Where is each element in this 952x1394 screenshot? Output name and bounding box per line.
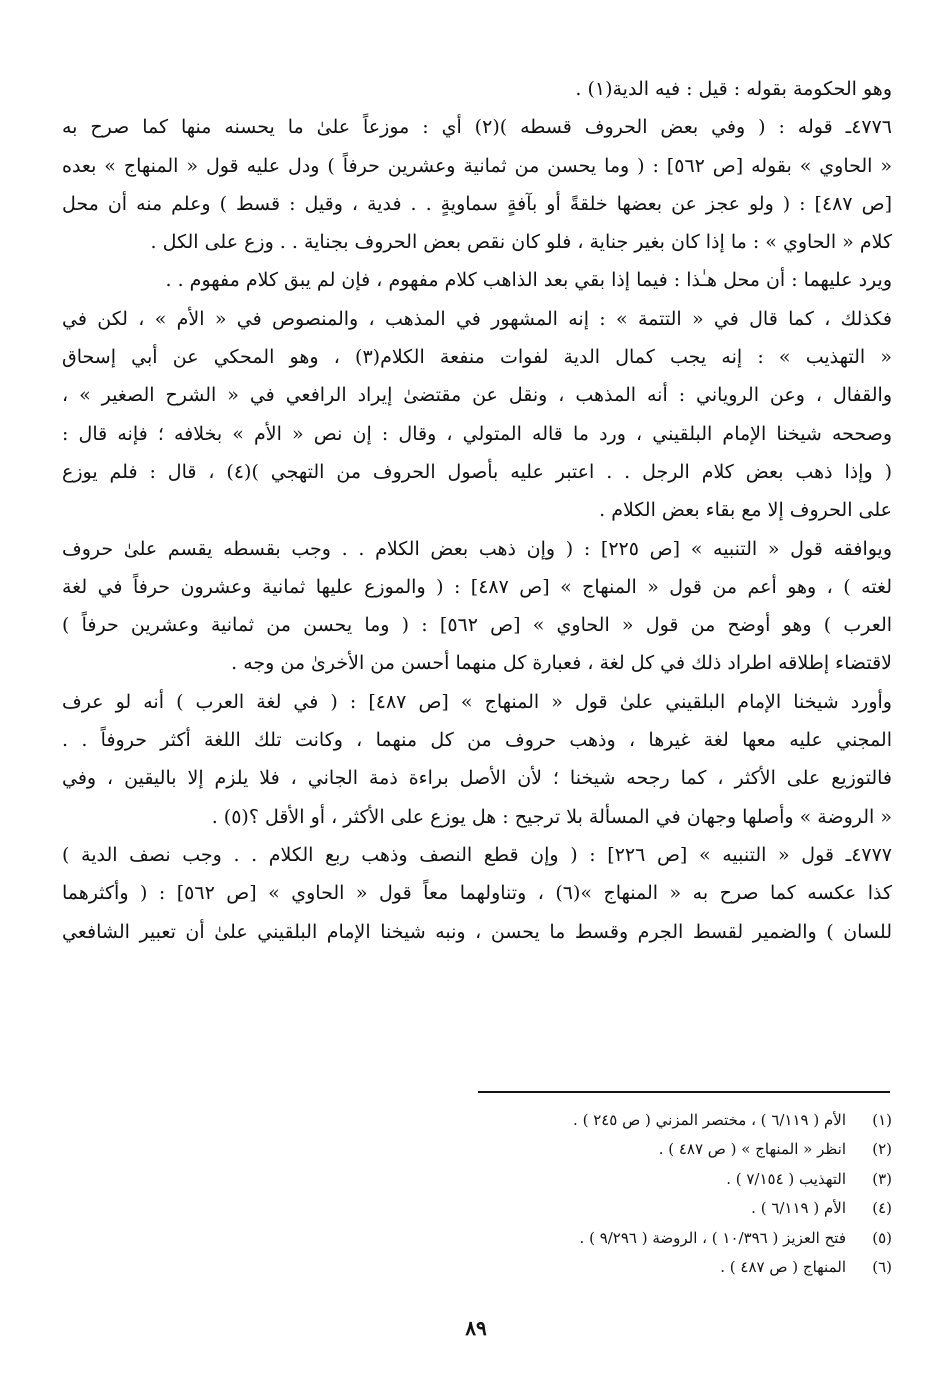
text-line: [ص ٤٨٧] : ( ولو عجز عن بعضها خلقةً أو بآفةٍ سماويةٍ . . فدية ، وقيل : قسط ) وعلم منه أن محل: [62, 192, 892, 215]
text-line: ويرد عليهما : أن محل هـٰذا : فيما إذا بقي بعد الذاهب كلام مفهوم ، فإن لم يبق كلام مفهوم . .: [165, 269, 892, 292]
footnote: [300, 1135, 892, 1164]
footnote-text: التهذيب ( ٧/١٥٤ ) .: [726, 1169, 846, 1188]
footnote-number: (٤): [872, 1199, 892, 1218]
text-line: لغته ) ، وهو أعم من قول « المنهاج » [ص ٤٨٧] : ( والموزع عليها ثمانية وعشرون حرفاً في لغة: [62, 575, 892, 598]
footnote: [300, 1224, 892, 1253]
text-line: « التهذيب » : إنه يجب كمال الدية لفوات منفعة الكلام(٣) ، وهو المحكي عن أبي إسحاق: [62, 346, 892, 369]
text-line: فكذلك ، كما قال في « التتمة » : إنه المشهور في المذهب ، والمنصوص في « الأم » ، لكن في: [62, 307, 892, 330]
text-line: والقفال ، وعن الروياني : أنه المذهب ، ونقل عن مقتضىٰ إيراد الرافعي في « الشرح الصغير » ،: [62, 384, 892, 407]
text-line: ٤٧٧٧ـ قول « التنبيه » [ص ٢٢٦] : ( وإن قطع النصف وذهب ربع الكلام . . وجب نصف الدية ): [62, 843, 892, 866]
text-line: المجني عليه معها لغة غيرها ، وذهب حروف من كل منهما ، وكانت تلك اللغة أكثر حروفاً . .: [62, 729, 892, 752]
text-line: ٤٧٧٦ـ قوله : ( وفي بعض الحروف قسطه )(٢) أي : موزعاً علىٰ ما يحسنه منها كما صرح به: [62, 116, 892, 139]
text-line: « الحاوي » بقوله [ص ٥٦٢] : ( وما يحسن من ثمانية وعشرين حرفاً ) ودل عليه قول « المنهاج » بعده: [62, 154, 892, 177]
text-line: للسان ) والضمير لقسط الجرم وقسط ما يحسن ، ونبه شيخنا الإمام البلقيني علىٰ أن تعبير الشافعي: [62, 920, 892, 943]
text-line: ( وإذا ذهب بعض كلام الرجل . . اعتبر عليه بأصول الحروف من التهجي )(٤) ، قال : فلم يوزع: [62, 460, 892, 483]
footnote-text: الأم ( ٦/١١٩ ) .: [751, 1199, 846, 1218]
text-line: العرب ) وهو أوضح من قول « الحاوي » [ص ٥٦٢] : ( وما يحسن من ثمانية وعشرين حرفاً ): [62, 614, 892, 637]
footnote: [300, 1165, 892, 1194]
footnote-divider: [478, 1091, 890, 1093]
footnote-text: انظر « المنهاج » ( ص ٤٨٧ ) .: [658, 1140, 846, 1159]
text-line: كذا عكسه كما صرح به « المنهاج »(٦) ، وتناولهما معاً قول « الحاوي » [ص ٥٦٢] : ( وأكثرهما: [62, 882, 892, 905]
text-line: وأورد شيخنا الإمام البلقيني علىٰ قول « المنهاج » [ص ٤٨٧] : ( في لغة العرب ) أنه لو عرف: [62, 690, 892, 713]
page-number: ٨٩: [465, 1316, 487, 1340]
text-line: فالتوزيع على الأكثر ، كما رجحه شيخنا ؛ لأن الأصل براءة ذمة الجاني ، فلا يلزم إلا باليقين ، وفي: [62, 767, 892, 790]
footnote-number: (٦): [872, 1257, 892, 1276]
footnote-text: المنهاج ( ص ٤٨٧ ) .: [720, 1257, 846, 1276]
text-line: وصححه شيخنا الإمام البلقيني ، ورد ما قاله المتولي ، وقال : إن نص « الأم » بخلافه ؛ فإنه قال :: [62, 422, 892, 445]
footnote-number: (٥): [872, 1228, 892, 1247]
text-line: وهو الحكومة بقوله : قيل : فيه الدية(١) .: [575, 78, 892, 100]
text-line: على الحروف إلا مع بقاء بعض الكلام .: [599, 499, 892, 522]
footnote-text: الأم ( ٦/١١٩ ) ، مختصر المزني ( ص ٢٤٥ ) .: [573, 1111, 846, 1129]
text-line: لاقتضاء إطلاقه اطراد ذلك في كل لغة ، فعبارة كل منهما أحسن من الأخرىٰ من وجه .: [231, 652, 892, 675]
footnote: [300, 1194, 892, 1223]
footnote-number: (٣): [872, 1169, 892, 1188]
footnote: [300, 1253, 892, 1282]
footnotes: [300, 1106, 892, 1282]
footnote-text: فتح العزيز ( ١٠/٣٩٦ ) ، الروضة ( ٩/٢٩٦ ) .: [579, 1228, 846, 1247]
text-line: « الروضة » وأصلها وجهان في المسألة بلا ترجيح : هل يوزع على الأكثر ، أو الأقل ؟(٥) .: [211, 805, 892, 828]
footnote: [300, 1106, 892, 1135]
main-text: [62, 70, 892, 951]
footnote-number: (١): [872, 1111, 892, 1129]
footnote-number: (٢): [872, 1140, 892, 1159]
text-line: كلام « الحاوي » : ما إذا كان بغير جناية ، فلو كان نقص بعض الحروف بجناية . . وزع على الكل .: [150, 231, 892, 254]
text-line: ويوافقه قول « التنبيه » [ص ٢٢٥] : ( وإن ذهب بعض الكلام . . وجب بقسطه يقسم علىٰ حروف: [62, 537, 892, 560]
